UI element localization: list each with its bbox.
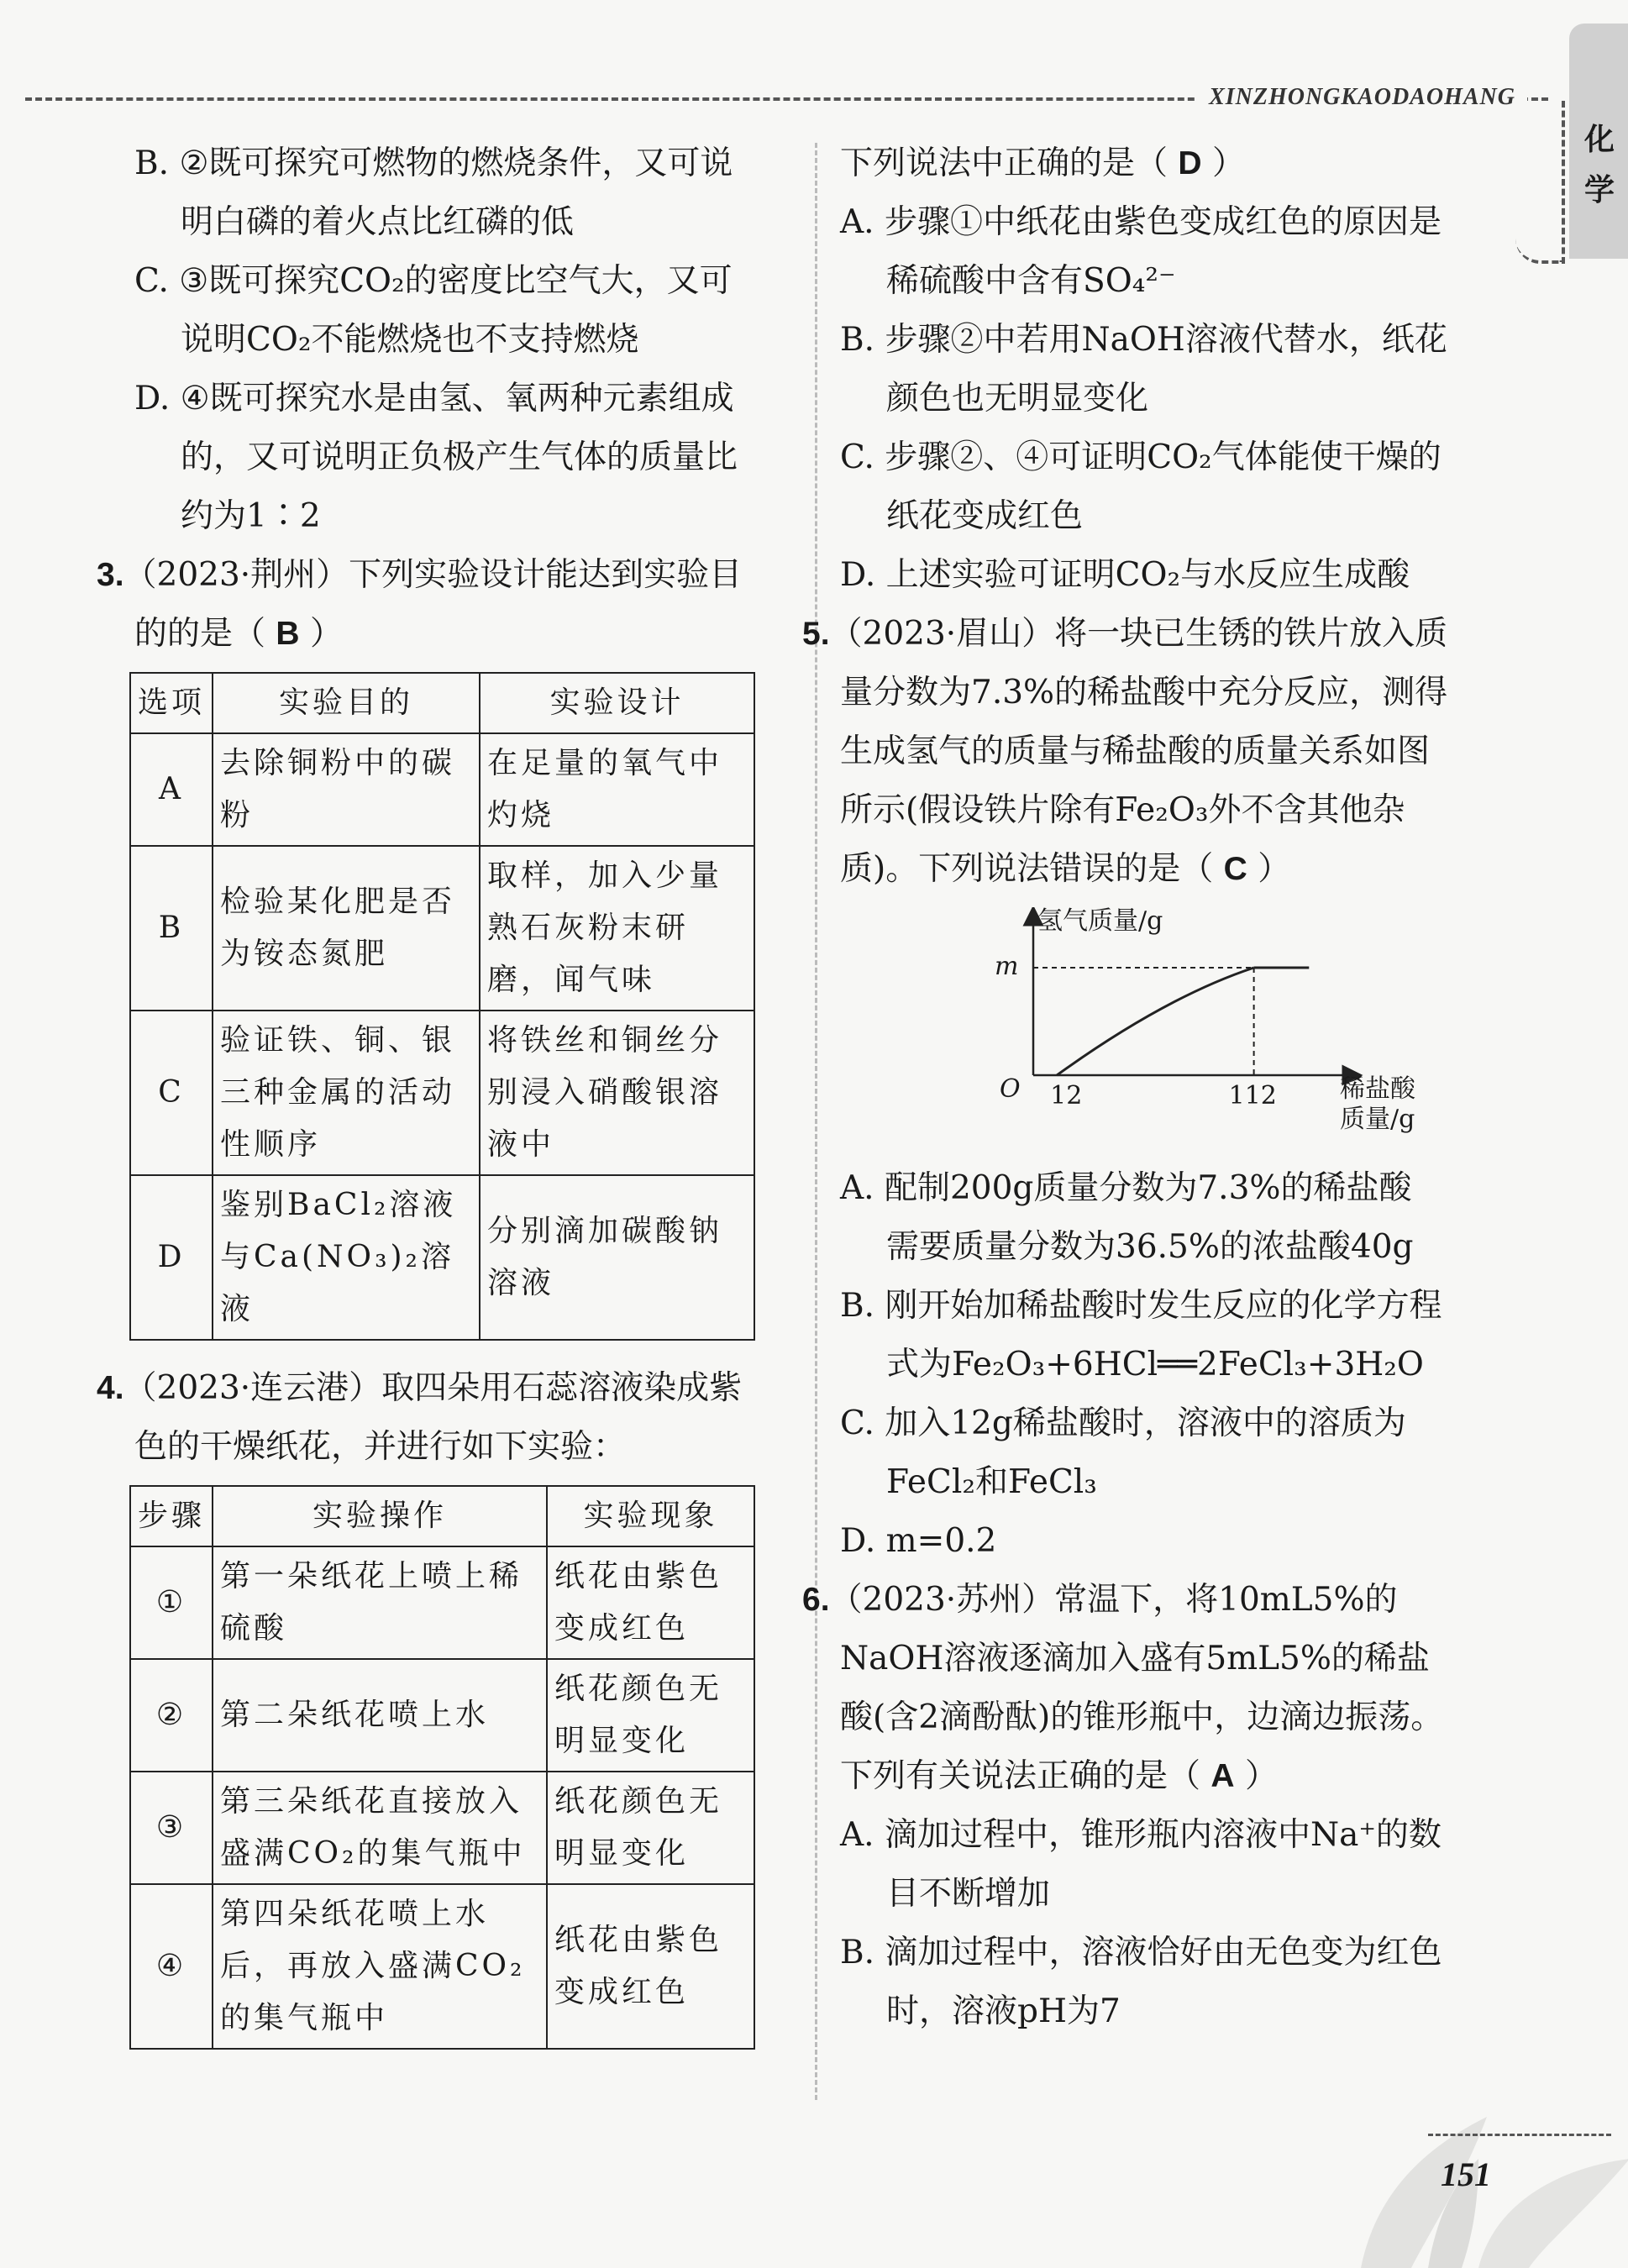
q2-option-d — [134, 370, 798, 546]
chart-y-tick-m: m — [995, 952, 1019, 981]
q2-option-d-line2: 的，又可说明正负极产生气体的质量比 — [181, 438, 738, 476]
q3-table-header-row — [130, 673, 754, 733]
q4-answer: D — [1178, 145, 1202, 181]
q5-option-b — [840, 1277, 1504, 1394]
table-row — [130, 1011, 754, 1175]
q3-row-b-option: B — [130, 846, 213, 1011]
chart-series-rise — [1057, 968, 1253, 1075]
q4-option-b-line1: B. 步骤②中若用NaOH溶液代替水，纸花 — [840, 321, 1447, 359]
q3-row-a-design: 在足量的氧气中灼烧 — [480, 733, 754, 846]
q2-option-b-line1: B. ②既可探究可燃物的燃烧条件，又可说 — [134, 144, 733, 182]
q5-option-d: D. m=0.2 — [840, 1522, 997, 1560]
q4-table-header-row — [130, 1486, 754, 1546]
table-row — [130, 1175, 754, 1340]
q3-row-b-goal: 检验某化肥是否为铵态氮肥 — [213, 846, 480, 1011]
q4-option-a-line1: A. 步骤①中纸花由紫色变成红色的原因是 — [840, 203, 1442, 241]
q6-stem-line4: 下列有关说法正确的是（ — [840, 1757, 1211, 1795]
footer-dashed-rule — [1428, 2134, 1611, 2136]
q4-row-2-step: ② — [130, 1659, 213, 1772]
q5-stem-line2: 量分数为7.3%的稀盐酸中充分反应，测得 — [840, 674, 1448, 711]
q2-option-c-line1: C. ③既可探究CO₂的密度比空气大，又可 — [134, 262, 733, 300]
q2-option-b — [134, 134, 798, 252]
q2-option-c — [134, 252, 798, 370]
running-title: XINZHONGKAODAOHANG — [1197, 84, 1527, 111]
q4-stem-line1: （2023·连云港）取四朵用石蕊溶液染成紫 — [123, 1369, 743, 1407]
q5-option-c — [840, 1394, 1504, 1512]
q4-option-b — [840, 311, 1504, 428]
decorative-leaf-pattern — [1310, 2016, 1628, 2268]
table-row — [130, 1772, 754, 1884]
q5-option-a-line2: 需要质量分数为36.5%的浓盐酸40g — [886, 1228, 1414, 1266]
q4-option-b-line2: 颜色也无明显变化 — [886, 380, 1149, 417]
q4-row-1-step: ① — [130, 1546, 213, 1659]
chart-x-tick-12: 12 — [1050, 1081, 1083, 1110]
q6-option-a-line2: 目不断增加 — [886, 1875, 1051, 1913]
chart-x-tick-112: 112 — [1228, 1081, 1277, 1110]
table-row — [130, 846, 754, 1011]
question-3 — [97, 546, 798, 664]
q6-option-b-line2: 时，溶液pH为7 — [886, 1992, 1121, 2030]
q5-stem-line3: 生成氢气的质量与稀盐酸的质量关系如图 — [840, 732, 1431, 770]
side-tab-char-1: 化 — [1584, 122, 1615, 157]
chart-origin-label: O — [1000, 1074, 1021, 1104]
q5-option-a-line1: A. 配制200g质量分数为7.3%的稀盐酸 — [840, 1169, 1412, 1207]
q3-header-design: 实验设计 — [480, 673, 754, 733]
q3-row-d-goal: 鉴别BaCl₂溶液与Ca(NO₃)₂溶液 — [213, 1175, 480, 1340]
q4-row-3-observation: 纸花颜色无明显变化 — [547, 1772, 754, 1884]
q4-row-4-observation: 纸花由紫色变成红色 — [547, 1884, 754, 2049]
q3-row-d-option: D — [130, 1175, 213, 1340]
q2-option-d-line3: 约为1∶2 — [181, 497, 321, 535]
q3-row-b-design: 取样，加入少量熟石灰粉末研磨，闻气味 — [480, 846, 754, 1011]
q6-stem-line3: 酸(含2滴酚酞)的锥形瓶中，边滴边振荡。 — [840, 1698, 1444, 1736]
q5-answer: C — [1223, 851, 1247, 887]
q6-stem-line2: NaOH溶液逐滴加入盛有5mL5%的稀盐 — [840, 1640, 1430, 1677]
q6-close-paren: ） — [1234, 1757, 1278, 1795]
q5-option-b-line1: B. 刚开始加稀盐酸时发生反应的化学方程 — [840, 1287, 1442, 1325]
question-4 — [97, 1359, 798, 1477]
hydrogen-mass-chart — [995, 906, 1470, 1151]
q4-table — [129, 1485, 755, 2050]
q5-number: 5. — [802, 616, 830, 652]
q4-row-2-observation: 纸花颜色无明显变化 — [547, 1659, 754, 1772]
q3-row-c-goal: 验证铁、铜、银三种金属的活动性顺序 — [213, 1011, 480, 1175]
q4-row-1-operation: 第一朵纸花上喷上稀硫酸 — [213, 1546, 547, 1659]
side-tab-char-2: 学 — [1584, 172, 1615, 207]
q3-close-paren: ） — [299, 615, 343, 653]
q4-option-a — [840, 193, 1504, 311]
q4-option-a-line2: 稀硫酸中含有SO₄²⁻ — [886, 262, 1176, 300]
q5-option-a — [840, 1159, 1504, 1277]
table-row — [130, 733, 754, 846]
chart-y-axis-label: 氢气质量/g — [1037, 906, 1163, 936]
q3-row-c-design: 将铁丝和铜丝分别浸入硝酸银溶液中 — [480, 1011, 754, 1175]
chart-x-axis-label-line2: 质量/g — [1340, 1105, 1415, 1134]
q6-stem-line1: （2023·苏州）常温下，将10mL5%的 — [829, 1581, 1398, 1619]
chart-x-axis-label-line1: 稀盐酸 — [1340, 1074, 1415, 1104]
q3-stem-line2: 的的是（ — [134, 615, 276, 653]
q5-option-b-line2: 式为Fe₂O₃+6HCl══2FeCl₃+3H₂O — [886, 1346, 1424, 1383]
side-tab-dashed-border — [1515, 101, 1565, 264]
q4-option-d: D. 上述实验可证明CO₂与水反应生成酸 — [840, 556, 1410, 594]
table-row — [130, 1884, 754, 2049]
q3-header-option: 选项 — [130, 673, 213, 733]
q4-header-operation: 实验操作 — [213, 1486, 547, 1546]
q2-option-d-line1: D. ④既可探究水是由氢、氧两种元素组成 — [134, 380, 734, 417]
q4-ask-text: 下列说法中正确的是（ — [840, 144, 1179, 182]
q5-stem-line5: 质)。下列说法错误的是（ — [840, 850, 1224, 888]
q6-number: 6. — [802, 1582, 830, 1618]
q5-option-c-line1: C. 加入12g稀盐酸时，溶液中的溶质为 — [840, 1404, 1406, 1442]
q4-row-4-operation: 第四朵纸花喷上水后，再放入盛满CO₂的集气瓶中 — [213, 1884, 547, 2049]
q4-row-4-step: ④ — [130, 1884, 213, 2049]
page-number: 151 — [1441, 2155, 1491, 2193]
q4-number: 4. — [97, 1370, 124, 1406]
q3-row-d-design: 分别滴加碳酸钠溶液 — [480, 1175, 754, 1340]
q3-row-a-goal: 去除铜粉中的碳粉 — [213, 733, 480, 846]
subject-side-tab — [1569, 24, 1628, 259]
q4-option-c — [840, 428, 1504, 546]
q3-row-a-option: A — [130, 733, 213, 846]
q6-option-a — [840, 1806, 1504, 1924]
q2-option-c-line2: 说明CO₂不能燃烧也不支持燃烧 — [181, 321, 639, 359]
q4-ask — [840, 134, 1504, 193]
right-column — [802, 134, 1504, 2041]
q5-stem-line4: 所示(假设铁片除有Fe₂O₃外不含其他杂 — [840, 791, 1405, 829]
q5-stem-line1: （2023·眉山）将一块已生锈的铁片放入质 — [829, 615, 1448, 653]
q4-close-paren: ） — [1201, 144, 1245, 182]
q4-row-2-operation: 第二朵纸花喷上水 — [213, 1659, 547, 1772]
q6-option-b-line1: B. 滴加过程中，溶液恰好由无色变为红色 — [840, 1934, 1442, 1971]
q4-header-observation: 实验现象 — [547, 1486, 754, 1546]
q4-option-c-line1: C. 步骤②、④可证明CO₂气体能使干燥的 — [840, 438, 1442, 476]
q2-option-b-line2: 明白磷的着火点比红磷的低 — [181, 203, 575, 241]
q6-option-a-line1: A. 滴加过程中，锥形瓶内溶液中Na⁺的数 — [840, 1816, 1442, 1854]
table-row — [130, 1659, 754, 1772]
q3-answer: B — [276, 616, 300, 652]
q4-row-3-step: ③ — [130, 1772, 213, 1884]
q3-row-c-option: C — [130, 1011, 213, 1175]
q3-stem-line1: （2023·荆州）下列实验设计能达到实验目 — [123, 556, 743, 594]
column-divider — [815, 143, 817, 2100]
q5-option-c-line2: FeCl₂和FeCl₃ — [886, 1463, 1097, 1501]
q4-header-step: 步骤 — [130, 1486, 213, 1546]
q5-close-paren: ） — [1247, 850, 1291, 888]
table-row — [130, 1546, 754, 1659]
question-5 — [802, 605, 1504, 899]
q4-stem-line2: 色的干燥纸花，并进行如下实验： — [134, 1428, 627, 1466]
q4-row-3-operation: 第三朵纸花直接放入盛满CO₂的集气瓶中 — [213, 1772, 547, 1884]
q3-header-goal: 实验目的 — [213, 673, 480, 733]
q6-answer: A — [1210, 1758, 1235, 1794]
q4-row-1-observation: 纸花由紫色变成红色 — [547, 1546, 754, 1659]
q3-number: 3. — [97, 557, 124, 593]
q3-table — [129, 672, 755, 1341]
q4-option-c-line2: 纸花变成红色 — [886, 497, 1084, 535]
question-6 — [802, 1571, 1504, 1806]
left-column — [97, 134, 798, 2050]
